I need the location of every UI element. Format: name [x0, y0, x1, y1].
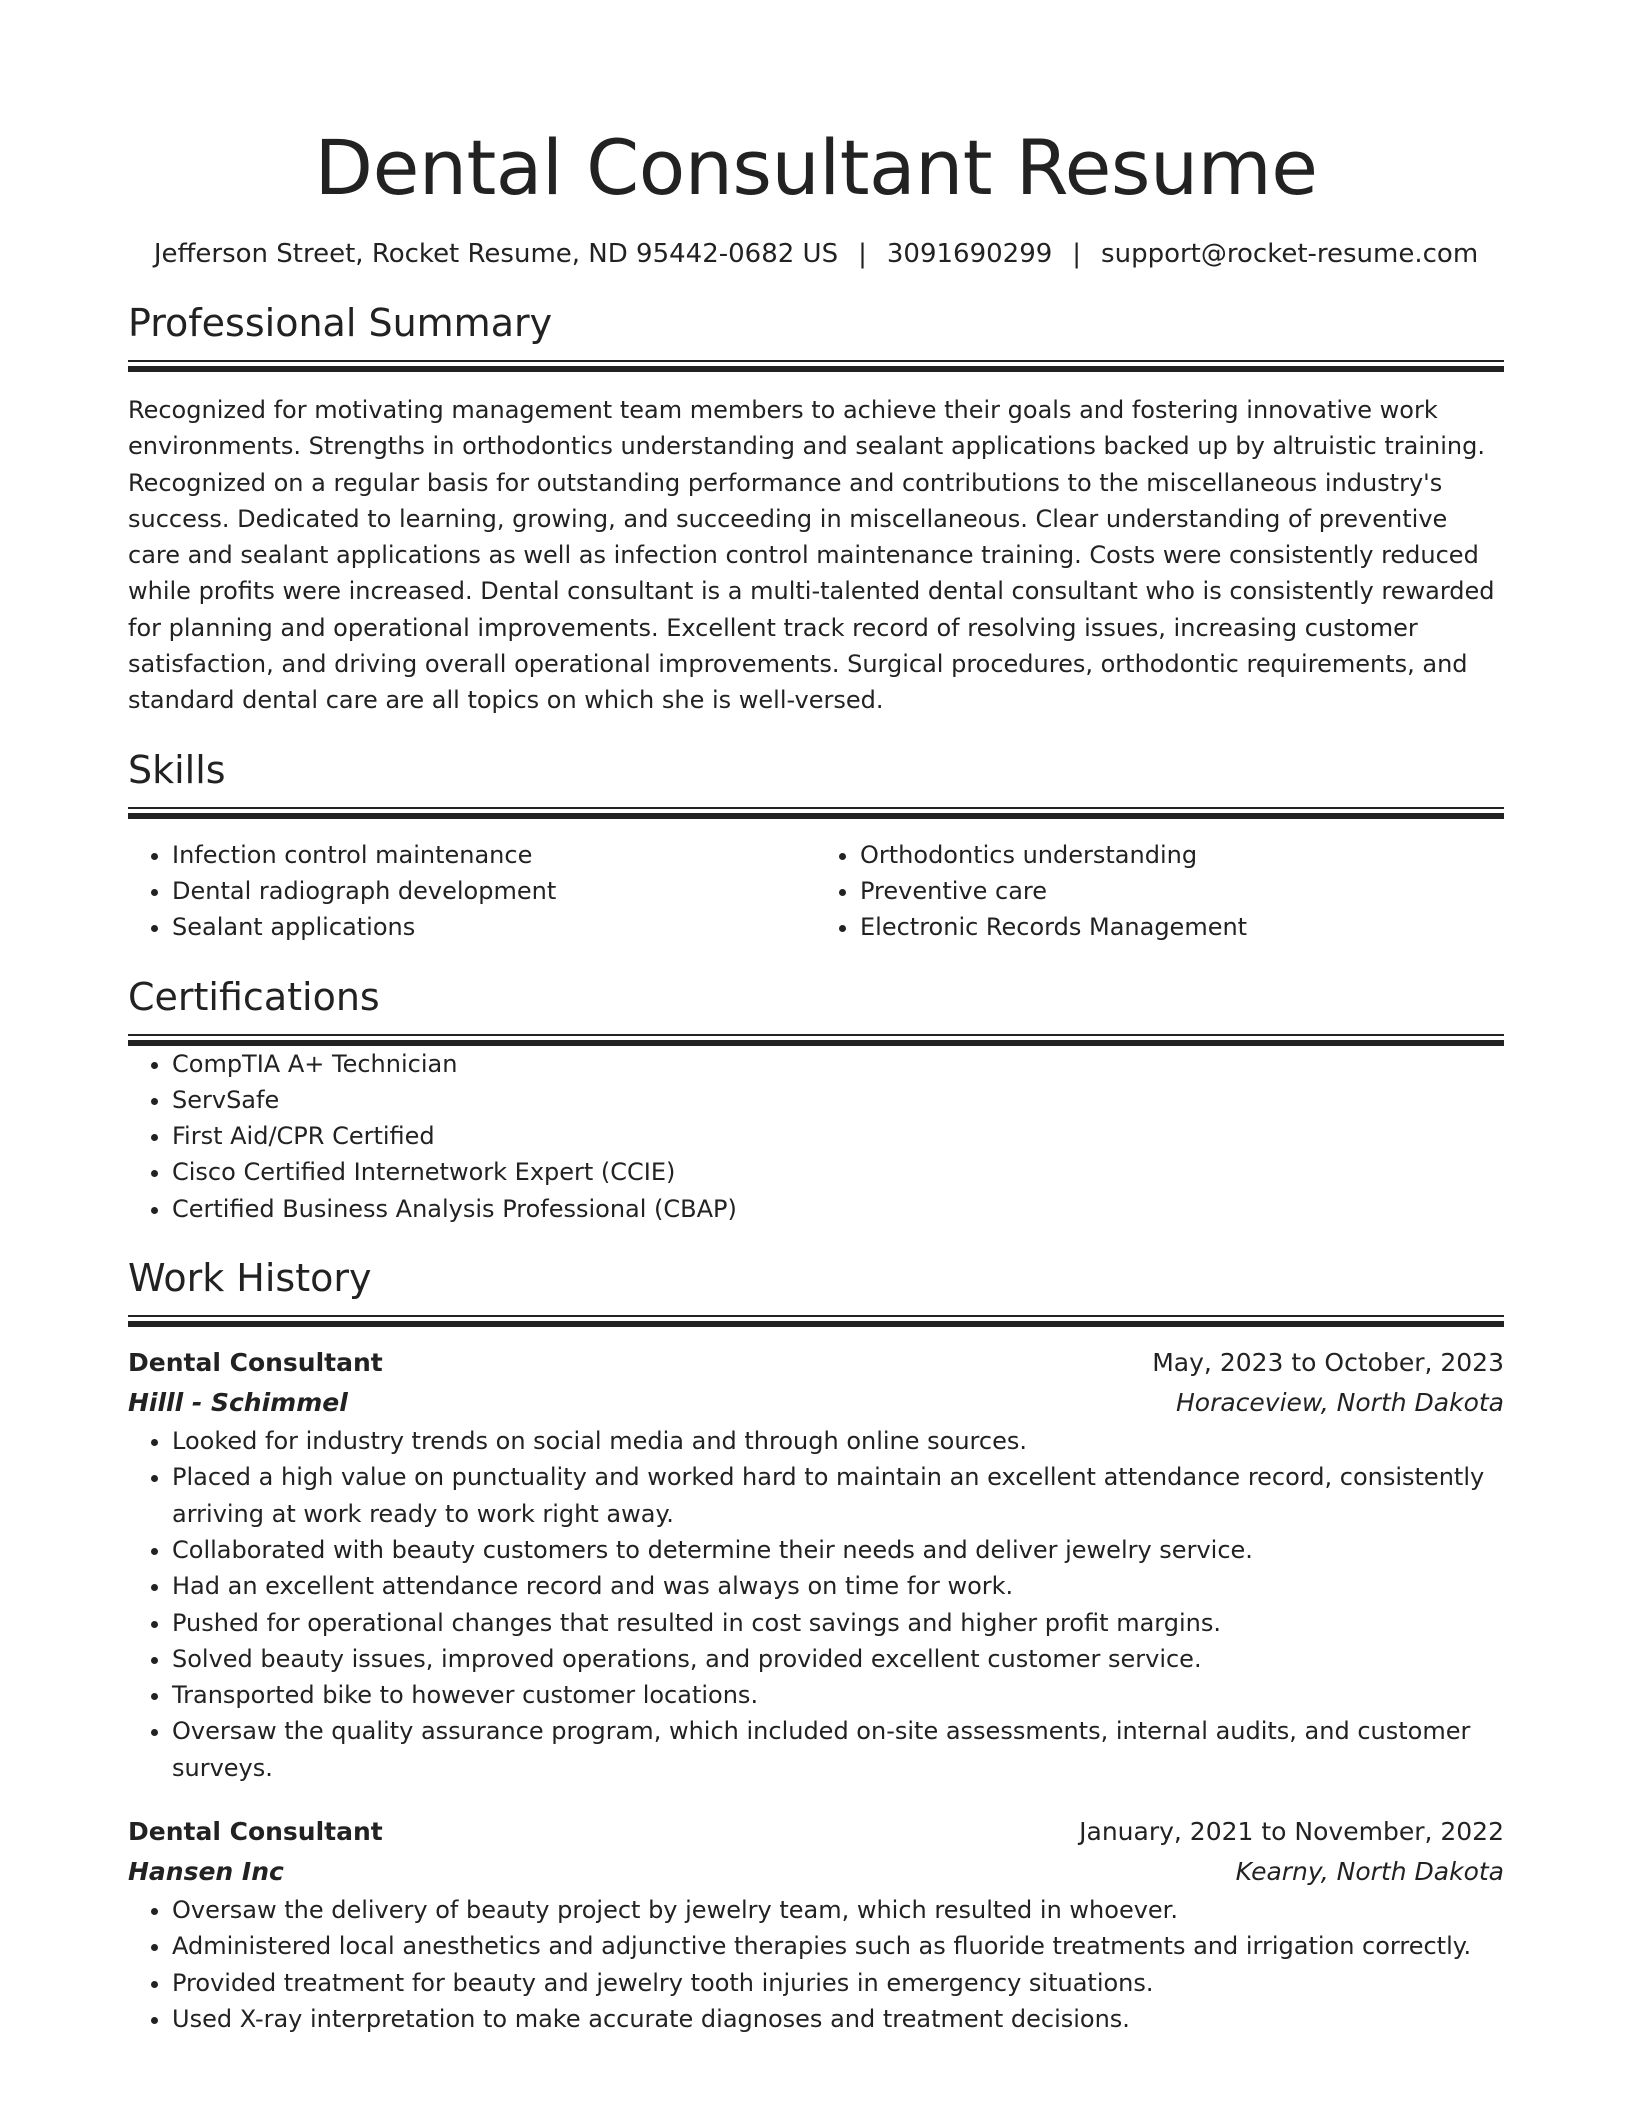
job-entry — [128, 1343, 1504, 1786]
job-duty-item: • Used X-ray interpretation to make accurate diagnoses and treatment decisions. — [172, 2001, 1504, 2037]
summary-heading: Professional Summary — [128, 301, 553, 345]
job-duty-item: • Placed a high value on punctuality and worked hard to maintain an excellent attendance record, consistently arriving at work ready to work right away. — [172, 1459, 1504, 1532]
skill-item: • Dental radiograph development — [172, 873, 816, 909]
job-duty-item: • Looked for industry trends on social media and through online sources. — [172, 1423, 1504, 1459]
skill-item: • Electronic Records Management — [860, 909, 1504, 945]
contact-separator: | — [858, 239, 867, 269]
job-title: Dental Consultant — [128, 1348, 383, 1378]
job-duty-item: • Solved beauty issues, improved operations, and provided excellent customer service. — [172, 1641, 1504, 1677]
job-entry — [128, 1812, 1504, 2037]
certification-item: • First Aid/CPR Certified — [172, 1118, 1504, 1154]
job-location: Horaceview, North Dakota — [1175, 1388, 1504, 1418]
skills-grid — [128, 837, 1504, 946]
job-duty-item: • Oversaw the delivery of beauty project by jewelry team, which resulted in whoever. — [172, 1892, 1504, 1928]
summary-section — [128, 300, 1504, 719]
job-header — [128, 1812, 1504, 1852]
job-dates: May, 2023 to October, 2023 — [1152, 1348, 1504, 1378]
certifications-section — [128, 974, 1504, 1227]
job-duty-item: • Provided treatment for beauty and jewelry tooth injuries in emergency situations. — [172, 1965, 1504, 2001]
skills-heading: Skills — [128, 747, 226, 792]
skill-item: • Orthodontics understanding — [860, 837, 1504, 873]
skill-item: • Sealant applications — [172, 909, 816, 945]
certification-item: • ServSafe — [172, 1082, 1504, 1118]
contact-separator: | — [1072, 239, 1082, 269]
skills-left-list — [128, 837, 816, 946]
job-duty-item: • Collaborated with beauty customers to determine their needs and deliver jewelry service. — [172, 1532, 1504, 1568]
job-subheader — [128, 1383, 1504, 1423]
certifications-heading: Certifications — [128, 974, 380, 1019]
resume-page — [128, 0, 1504, 2037]
contact-line — [128, 238, 1504, 270]
contact-address: Jefferson Street, Rocket Resume, ND 95442-0682 US — [153, 239, 839, 269]
skill-item: • Preventive care — [860, 873, 1504, 909]
job-subheader — [128, 1852, 1504, 1892]
resume-title: Dental Consultant Resume — [314, 123, 1318, 212]
job-header — [128, 1343, 1504, 1383]
job-dates: January, 2021 to November, 2022 — [1079, 1817, 1504, 1847]
summary-text: Recognized for motivating management team members to achieve their goals and fostering innovative work environments. Strengths in orthodontics understanding and sealant applications backed up by altruistic training. Recognized on a regular basis for outstanding performance and contributions to the miscellaneous industry's success. Dedicated to learning, growing, and succeeding in miscellaneous. Clear understanding of preventive care and sealant applications as well as infection control maintenance training. Costs were consistently reduced while profits were increased. Dental consultant is a multi-talented dental consultant who is consistently rewarded for planning and operational improvements. Excellent track record of resolving issues, increasing customer satisfaction, and driving overall operational improvements. Surgical procedures, orthodontic requirements, and standard dental care are all topics on which she is well-versed. — [128, 396, 1495, 715]
job-duties-list — [128, 1892, 1504, 2037]
section-divider — [128, 1034, 1504, 1046]
section-divider — [128, 807, 1504, 819]
skills-section — [128, 747, 1504, 946]
work-history-section — [128, 1255, 1504, 2037]
job-duty-item: • Administered local anesthetics and adjunctive therapies such as fluoride treatments and irrigation correctly. — [172, 1928, 1504, 1964]
certification-item: • Cisco Certified Internetwork Expert (CCIE) — [172, 1154, 1504, 1190]
skill-item: • Infection control maintenance — [172, 837, 816, 873]
work-history-heading: Work History — [128, 1256, 372, 1301]
job-company: Hilll - Schimmel — [128, 1388, 348, 1418]
job-duty-item: • Had an excellent attendance record and was always on time for work. — [172, 1568, 1504, 1604]
skills-right-list — [816, 837, 1504, 946]
certification-item: • Certified Business Analysis Professional (CBAP) — [172, 1191, 1504, 1227]
certification-item: • CompTIA A+ Technician — [172, 1046, 1504, 1082]
job-title: Dental Consultant — [128, 1817, 383, 1847]
job-duties-list — [128, 1423, 1504, 1786]
section-divider — [128, 1315, 1504, 1327]
certifications-list — [128, 1046, 1504, 1227]
job-company: Hansen Inc — [128, 1857, 284, 1887]
contact-email: support@rocket-resume.com — [1101, 239, 1479, 269]
contact-phone: 3091690299 — [886, 239, 1053, 269]
section-divider — [128, 360, 1504, 372]
job-duty-item: • Oversaw the quality assurance program, which included on-site assessments, internal audits, and customer surveys. — [172, 1713, 1504, 1786]
job-duty-item: • Pushed for operational changes that resulted in cost savings and higher profit margins. — [172, 1605, 1504, 1641]
job-location: Kearny, North Dakota — [1235, 1857, 1504, 1887]
job-duty-item: • Transported bike to however customer locations. — [172, 1677, 1504, 1713]
